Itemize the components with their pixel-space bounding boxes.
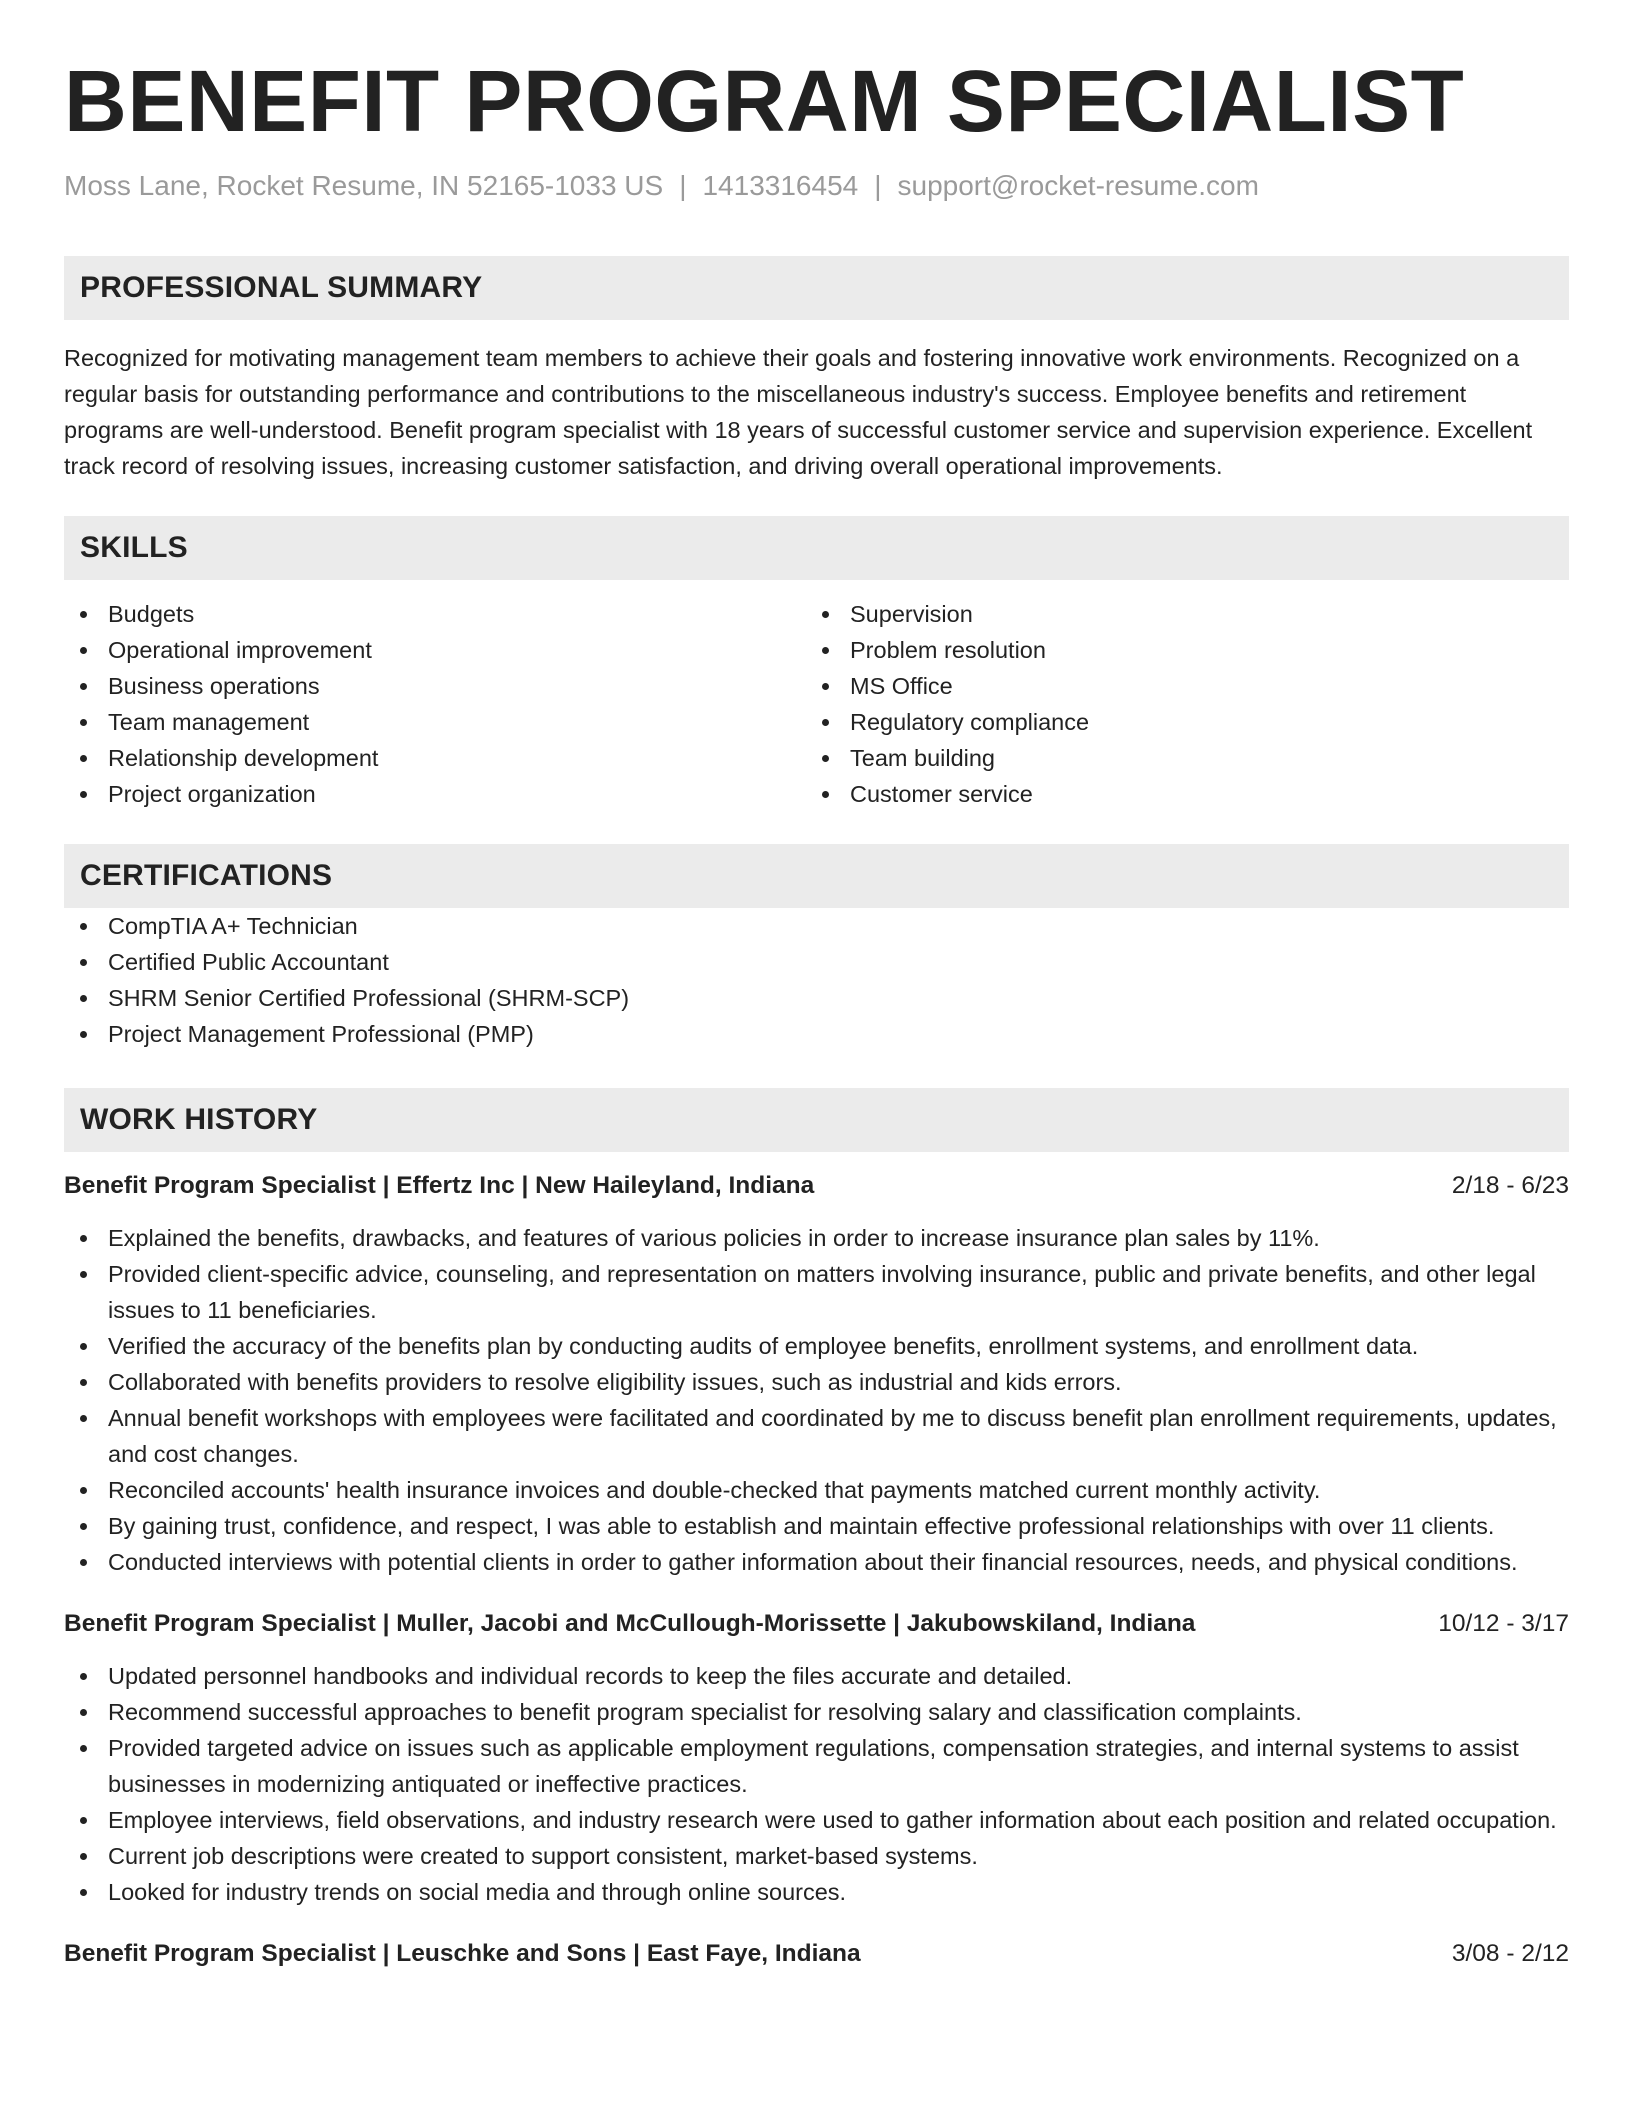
job-bullet: Collaborated with benefits providers to resolve eligibility issues, such as industrial and kids errors. — [64, 1364, 1569, 1400]
job-bullet: Verified the accuracy of the benefits plan by conducting audits of employee benefits, enrollment systems, and enrollment data. — [64, 1328, 1569, 1364]
job-bullets — [64, 1658, 1569, 1910]
job-bullet: By gaining trust, confidence, and respect, I was able to establish and maintain effective professional relationships with over 11 clients. — [64, 1508, 1569, 1544]
certification-item: SHRM Senior Certified Professional (SHRM-SCP) — [64, 980, 1569, 1016]
job-bullet: Provided client-specific advice, counseling, and representation on matters involving insurance, public and private benefits, and other legal issues to 11 beneficiaries. — [64, 1256, 1569, 1328]
bullet-icon — [80, 647, 87, 654]
job-bullet: Explained the benefits, drawbacks, and features of various policies in order to increase insurance plan sales by 11%. — [64, 1220, 1569, 1256]
job-header — [64, 1936, 1569, 1972]
job-title: Benefit Program Specialist | Muller, Jacobi and McCullough-Morissette | Jakubowskiland, Indiana — [64, 1610, 1196, 1637]
bullet-icon — [80, 1889, 87, 1896]
bullet-icon — [80, 1343, 87, 1350]
skill-item: Customer service — [806, 776, 1548, 812]
job-dates: 2/18 - 6/23 — [1451, 1172, 1569, 1199]
contact-line — [64, 168, 1569, 204]
bullet-icon — [822, 755, 829, 762]
job-bullet: Reconciled accounts' health insurance invoices and double-checked that payments matched current monthly activity. — [64, 1472, 1569, 1508]
bullet-icon — [80, 1235, 87, 1242]
skill-item: Supervision — [806, 596, 1548, 632]
job-title: Benefit Program Specialist | Leuschke and Sons | East Faye, Indiana — [64, 1940, 861, 1967]
job-bullets — [64, 1220, 1569, 1580]
job-bullet: Annual benefit workshops with employees were facilitated and coordinated by me to discuss benefit plan enrollment requirements, updates, and cost changes. — [64, 1400, 1569, 1472]
bullet-icon — [80, 1031, 87, 1038]
job-dates: 10/12 - 3/17 — [1438, 1610, 1569, 1637]
bullet-icon — [80, 1709, 87, 1716]
job-bullet: Employee interviews, field observations, and industry research were used to gather information about each position and related occupation. — [64, 1802, 1569, 1838]
bullet-icon — [80, 755, 87, 762]
skill-item: Problem resolution — [806, 632, 1548, 668]
job-bullet: Provided targeted advice on issues such as applicable employment regulations, compensation strategies, and internal systems to assist businesses in modernizing antiquated or ineffective practices. — [64, 1730, 1569, 1802]
bullet-icon — [80, 959, 87, 966]
job-bullet: Conducted interviews with potential clients in order to gather information about their financial resources, needs, and physical conditions. — [64, 1544, 1569, 1580]
job-bullet: Current job descriptions were created to support consistent, market-based systems. — [64, 1838, 1569, 1874]
skill-item: Regulatory compliance — [806, 704, 1548, 740]
contact-separator: | — [679, 170, 687, 201]
resume-name: BENEFIT PROGRAM SPECIALIST — [64, 53, 1465, 150]
job-dates: 3/08 - 2/12 — [1451, 1940, 1569, 1967]
certification-item: Certified Public Accountant — [64, 944, 1569, 980]
bullet-icon — [80, 1673, 87, 1680]
bullet-icon — [80, 1853, 87, 1860]
bullet-icon — [822, 611, 829, 618]
job-bullet: Looked for industry trends on social media and through online sources. — [64, 1874, 1569, 1910]
job-header — [64, 1606, 1569, 1642]
bullet-icon — [80, 1559, 87, 1566]
bullet-icon — [80, 923, 87, 930]
bullet-icon — [80, 1379, 87, 1386]
job-title: Benefit Program Specialist | Effertz Inc | New Haileyland, Indiana — [64, 1172, 815, 1199]
section-header-certifications: CERTIFICATIONS — [64, 844, 1569, 908]
contact-separator: | — [874, 170, 882, 201]
job-header — [64, 1168, 1569, 1204]
bullet-icon — [80, 611, 87, 618]
summary-text: Recognized for motivating management team members to achieve their goals and fostering innovative work environments. Recognized on a regular basis for outstanding performance and contributions to the miscellaneous industry's success. Employee benefits and retirement programs are well-understood. Benefit program specialist with 18 years of successful customer service and supervision experience. Excellent track record of resolving issues, increasing customer satisfaction, and driving overall operational improvements. — [64, 345, 1533, 479]
contact-email: support@rocket-resume.com — [897, 170, 1259, 201]
certifications-list — [64, 908, 1569, 1052]
job-entry — [64, 1936, 1569, 1972]
job-bullet: Recommend successful approaches to benefit program specialist for resolving salary and classification complaints. — [64, 1694, 1569, 1730]
contact-address: Moss Lane, Rocket Resume, IN 52165-1033 US — [64, 170, 664, 201]
job-entry — [64, 1168, 1569, 1580]
job-entry — [64, 1606, 1569, 1910]
bullet-icon — [80, 683, 87, 690]
certification-item: CompTIA A+ Technician — [64, 908, 1569, 944]
bullet-icon — [80, 1745, 87, 1752]
section-header-summary: PROFESSIONAL SUMMARY — [64, 256, 1569, 320]
job-bullet: Updated personnel handbooks and individual records to keep the files accurate and detailed. — [64, 1658, 1569, 1694]
certification-item: Project Management Professional (PMP) — [64, 1016, 1569, 1052]
skills-column-left — [64, 596, 806, 812]
skills-grid — [64, 596, 1569, 812]
contact-phone: 1413316454 — [702, 170, 859, 201]
section-header-skills: SKILLS — [64, 516, 1569, 580]
skill-item: Operational improvement — [64, 632, 806, 668]
bullet-icon — [822, 791, 829, 798]
bullet-icon — [80, 995, 87, 1002]
skill-item: MS Office — [806, 668, 1548, 704]
bullet-icon — [80, 1487, 87, 1494]
skill-item: Team management — [64, 704, 806, 740]
bullet-icon — [822, 647, 829, 654]
bullet-icon — [80, 719, 87, 726]
section-header-work-history: WORK HISTORY — [64, 1088, 1569, 1152]
bullet-icon — [822, 719, 829, 726]
bullet-icon — [80, 1415, 87, 1422]
skill-item: Budgets — [64, 596, 806, 632]
skill-item: Team building — [806, 740, 1548, 776]
skill-item: Project organization — [64, 776, 806, 812]
bullet-icon — [822, 683, 829, 690]
resume-page — [64, 0, 1569, 1972]
bullet-icon — [80, 1817, 87, 1824]
bullet-icon — [80, 791, 87, 798]
skills-column-right — [806, 596, 1548, 812]
bullet-icon — [80, 1523, 87, 1530]
skill-item: Relationship development — [64, 740, 806, 776]
bullet-icon — [80, 1271, 87, 1278]
skill-item: Business operations — [64, 668, 806, 704]
